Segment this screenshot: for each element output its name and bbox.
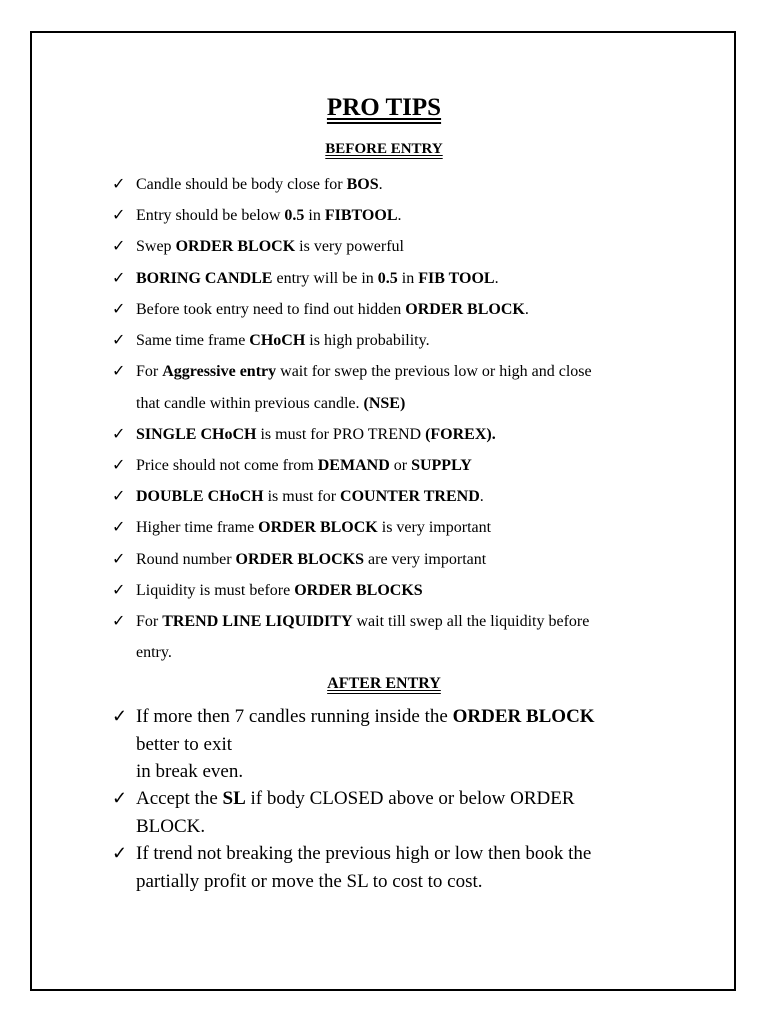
text-segment: Accept the (136, 788, 223, 809)
list-item-text (136, 325, 672, 356)
bold-text: SUPPLY (411, 457, 472, 474)
text-segment: wait till swep all the liquidity before (352, 613, 590, 630)
text-segment: is must for (263, 488, 341, 505)
check-icon: ✓ (112, 207, 126, 224)
text-segment: If more then 7 candles running inside the (136, 706, 453, 727)
text-segment: is very powerful (295, 238, 404, 255)
text-segment: Same time frame (136, 332, 250, 349)
bold-text: ORDER BLOCK (175, 238, 296, 255)
list-item-text (136, 575, 672, 606)
page-title: PRO TIPS (326, 94, 442, 121)
check-icon: ✓ (112, 426, 126, 443)
bold-text: BORING CANDLE (136, 270, 273, 287)
text-segment: For (136, 363, 163, 380)
bold-text: ORDER BLOCK (405, 301, 525, 318)
text-segment: Round number (136, 551, 236, 568)
text-segment: . (524, 301, 529, 318)
list-item-text (136, 200, 672, 231)
list-item-text (136, 419, 672, 450)
text-segment: . (397, 207, 402, 224)
text-segment: is must for PRO TREND (256, 426, 426, 443)
text-segment: is high probability. (305, 332, 430, 349)
check-icon: ✓ (112, 551, 126, 568)
bold-text: FIBTOOL (324, 207, 398, 224)
list-item-text (136, 450, 672, 481)
list-item-text (136, 544, 672, 575)
text-segment: Liquidity is must before (136, 582, 295, 599)
bold-text: 0.5 (284, 207, 305, 224)
list-item-text (136, 703, 652, 786)
list-item-text (136, 637, 672, 668)
text-segment: Swep (136, 238, 176, 255)
text-segment: For (136, 613, 163, 630)
text-segment: . (378, 176, 383, 193)
bold-text: CHoCH (249, 332, 306, 349)
text-segment: entry. (136, 644, 172, 661)
bold-text: FIB TOOL (418, 270, 495, 287)
text-segment: wait for swep the previous low or high and close (276, 363, 592, 380)
text-segment: entry will be in (272, 270, 378, 287)
list-item-text (136, 785, 632, 840)
check-icon: ✓ (112, 176, 126, 193)
bold-text: ORDER BLOCK (452, 706, 595, 727)
check-icon: ✓ (112, 788, 128, 808)
check-icon: ✓ (112, 363, 126, 380)
check-icon: ✓ (112, 238, 126, 255)
list-item-text (136, 388, 672, 419)
bold-text: DEMAND (317, 457, 390, 474)
section-heading-before-entry: BEFORE ENTRY (325, 141, 443, 157)
check-icon: ✓ (112, 613, 126, 630)
text-segment: in (397, 270, 419, 287)
bold-text: Aggressive entry (162, 363, 277, 380)
text-segment: is very important (377, 519, 492, 536)
check-icon: ✓ (112, 488, 126, 505)
list-item-text (136, 294, 672, 325)
check-icon: ✓ (112, 843, 128, 863)
bold-text: DOUBLE CHoCH (136, 488, 264, 505)
text-segment: Candle should be body close for (136, 176, 347, 193)
list-item-text (136, 356, 672, 387)
list-item-text (136, 263, 672, 294)
check-icon: ✓ (112, 519, 126, 536)
check-icon: ✓ (112, 457, 126, 474)
bold-text: (FOREX). (425, 426, 496, 443)
text-segment: Higher time frame (136, 519, 259, 536)
section-heading-after-entry: AFTER ENTRY (327, 675, 441, 692)
bold-text: SINGLE CHoCH (136, 426, 257, 443)
bold-text: (NSE) (363, 395, 406, 412)
text-segment: better to exit in break even. (136, 733, 244, 782)
list-item-text (136, 840, 652, 895)
bold-text: 0.5 (377, 270, 398, 287)
text-segment: are very important (364, 551, 487, 568)
text-segment: Before took entry need to find out hidden (136, 301, 406, 318)
check-icon: ✓ (112, 706, 128, 726)
check-icon: ✓ (112, 301, 126, 318)
bold-text: BOS (346, 176, 379, 193)
check-icon: ✓ (112, 582, 126, 599)
list-item-text (136, 481, 672, 512)
text-segment: . (479, 488, 484, 505)
check-icon: ✓ (112, 332, 126, 349)
bold-text: TREND LINE LIQUIDITY (162, 613, 353, 630)
list-item-text (136, 606, 672, 637)
bold-text: ORDER BLOCKS (235, 551, 365, 568)
text-segment: in (304, 207, 325, 224)
list-item-text (136, 231, 672, 262)
bold-text: SL (222, 788, 246, 809)
bold-text: ORDER BLOCK (258, 519, 378, 536)
list-item-text (136, 512, 672, 543)
text-segment: or (389, 457, 412, 474)
bold-text: ORDER BLOCKS (294, 582, 423, 599)
text-segment: Price should not come from (136, 457, 318, 474)
text-segment: if body CLOSED above or below ORDER BLOCK. (136, 788, 575, 837)
text-segment: If trend not breaking the previous high or low then book the partially profit or move the SL to cost to cost. (136, 843, 592, 892)
text-segment: Entry should be below (136, 207, 285, 224)
text-segment: . (494, 270, 499, 287)
check-icon: ✓ (112, 270, 126, 287)
bold-text: COUNTER TREND (340, 488, 480, 505)
list-item-text (136, 169, 672, 200)
text-segment: that candle within previous candle. (136, 395, 364, 412)
